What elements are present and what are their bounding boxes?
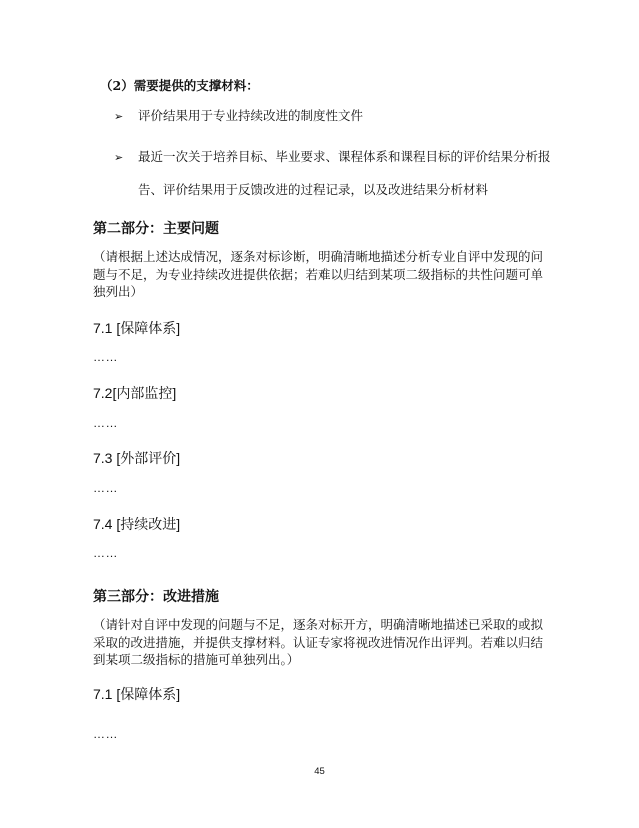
item-label: 7.3 [外部评价] [93,450,181,466]
part2-instruction: （请根据上述达成情况，逐条对标诊断，明确清晰地描述分析专业自评中发现的问题与不足，为专业持续改进提供依据；若难以归结到某项二级指标的共性问题可单独列出） [93,249,544,299]
item-content: …… [93,481,118,495]
bullet-text-continuation: 告、评价结果用于反馈改进的过程记录，以及改进结果分析材料 [138,182,489,197]
item-label: 7.2[内部监控] [93,385,177,401]
bullet-item [114,106,363,124]
part3-instruction: （请针对自评中发现的问题与不足，逐条对标开方，明确清晰地描述已采取的或拟采取的改进措施，并提供支撑材料。认证专家将视改进情况作出评判。若难以归结到某项二级指标的措施可单独列出。） [93,617,544,667]
item-label: 7.4 [持续改进] [93,516,181,532]
part2-heading: 第二部分：主要问题 [93,220,219,236]
bullet-item [114,147,551,165]
page-number: 45 [314,766,325,777]
item-label: 7.1 [保障体系] [93,320,181,336]
arrow-bullet-icon: ➢ [114,110,124,123]
item-content: …… [93,727,118,741]
item-label: 7.1 [保障体系] [93,686,181,702]
item-content: …… [93,416,118,430]
bullet-text: 最近一次关于培养目标、毕业要求、课程体系和课程目标的评价结果分析报 [138,149,551,164]
item-content: …… [93,350,118,364]
item-content: …… [93,546,118,560]
support-materials-heading: （2）需要提供的支撑材料： [100,78,259,93]
bullet-text: 评价结果用于专业持续改进的制度性文件 [138,108,364,123]
part3-heading: 第三部分：改进措施 [93,588,219,604]
arrow-bullet-icon: ➢ [114,151,124,164]
